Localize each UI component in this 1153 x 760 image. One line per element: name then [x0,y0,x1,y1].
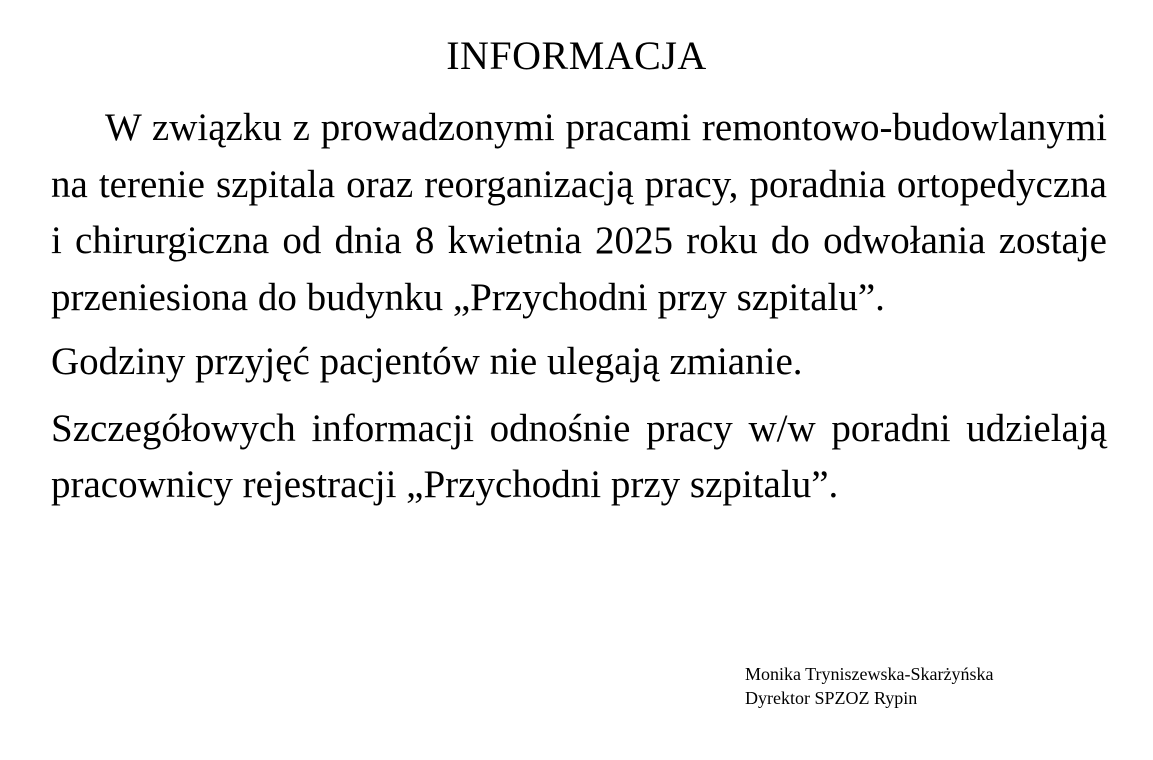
paragraph-hours: Godziny przyjęć pacjentów nie ulegają zmianie. [51,340,803,383]
signature-name: Monika Tryniszewska-Skarżyńska [745,664,994,684]
document-title: INFORMACJA [446,33,707,78]
signature-block [745,662,993,710]
paragraph-relocation: W związku z prowadzonymi pracami remontowo-budowlanymi na terenie szpitala oraz reorganizacją pracy, poradnia ortopedyczna i chirurgiczna od dnia 8 kwietnia 2025 roku do odwołania zostaje przeniesiona do budynku „Przychodni przy szpitalu”. [51,106,1107,319]
document-body [51,100,1107,514]
paragraph-details: Szczegółowych informacji odnośnie pracy w/w poradni udzielają pracownicy rejestracji „Przychodni przy szpitalu”. [51,406,1107,506]
signature-role: Dyrektor SPZOZ Rypin [745,688,918,708]
